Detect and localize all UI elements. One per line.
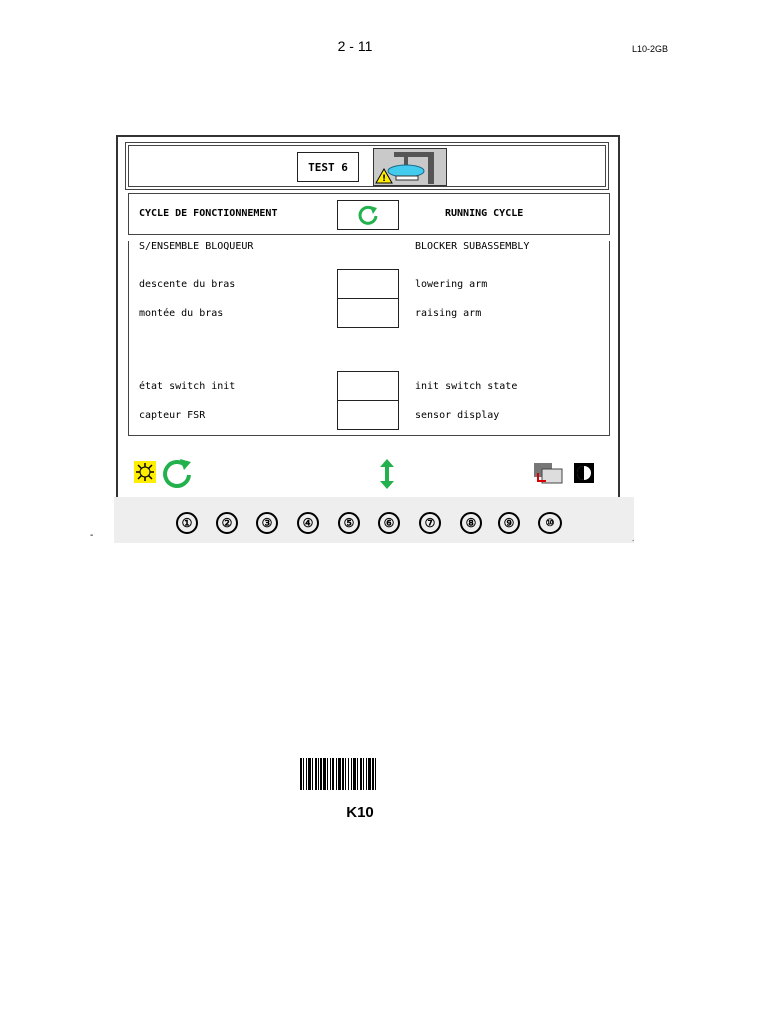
lowering-arm-button[interactable]: [337, 269, 399, 299]
strip-mark: .: [632, 534, 635, 543]
softkey-5[interactable]: ⑤: [338, 512, 360, 534]
running-cycle-panel: [128, 193, 610, 235]
machine-screen-capture: [116, 135, 620, 499]
row-label-en: sensor display: [415, 410, 500, 421]
init-switch-state-indicator: [337, 371, 399, 401]
cycle-label-en: RUNNING CYCLE: [445, 208, 524, 219]
softkey-row: [176, 512, 576, 536]
row-label-fr: état switch init: [139, 381, 236, 392]
screen-toolbar: [128, 457, 608, 491]
screen-header-panel: [128, 145, 606, 187]
page-number: 2 - 11: [337, 38, 373, 54]
contrast-icon[interactable]: [574, 463, 594, 483]
refresh-icon: [357, 204, 379, 226]
softkey-4[interactable]: ④: [297, 512, 319, 534]
softkey-10[interactable]: ⑩: [538, 512, 562, 534]
row-label-fr: descente du bras: [139, 279, 236, 290]
section-title-en: BLOCKER SUBASSEMBLY: [415, 241, 530, 252]
softkey-2[interactable]: ②: [216, 512, 238, 534]
softkey-9[interactable]: ⑨: [498, 512, 520, 534]
softkey-1[interactable]: ①: [176, 512, 198, 534]
softkey-3[interactable]: ③: [256, 512, 278, 534]
svg-text:!: !: [381, 174, 387, 184]
softkey-6[interactable]: ⑥: [378, 512, 400, 534]
sun-icon[interactable]: [134, 461, 156, 483]
refresh-icon[interactable]: [160, 457, 194, 491]
strip-mark: -: [90, 530, 94, 541]
section-title-fr: S/ENSEMBLE BLOQUEUR: [139, 241, 254, 252]
barcode-label: K10: [346, 804, 374, 821]
blocker-machine-warning-icon: [373, 148, 447, 186]
cycle-label-fr: CYCLE DE FONCTIONNEMENT: [139, 208, 278, 219]
row-label-en: lowering arm: [415, 279, 488, 290]
barcode: [298, 758, 422, 790]
softkey-8[interactable]: ⑧: [460, 512, 482, 534]
windows-icon[interactable]: [532, 461, 566, 485]
row-label-en: raising arm: [415, 308, 482, 319]
document-reference: L10-2GB: [631, 44, 668, 54]
running-cycle-button[interactable]: [337, 200, 399, 230]
row-label-fr: capteur FSR: [139, 410, 206, 421]
sensor-display-indicator: [337, 400, 399, 430]
up-down-arrow-icon[interactable]: [380, 459, 394, 489]
row-label-en: init switch state: [415, 381, 518, 392]
test-number-box: TEST 6: [297, 152, 359, 182]
softkey-7[interactable]: ⑦: [419, 512, 441, 534]
raising-arm-button[interactable]: [337, 298, 399, 328]
blocker-subassembly-panel: [128, 241, 610, 436]
row-label-fr: montée du bras: [139, 308, 224, 319]
